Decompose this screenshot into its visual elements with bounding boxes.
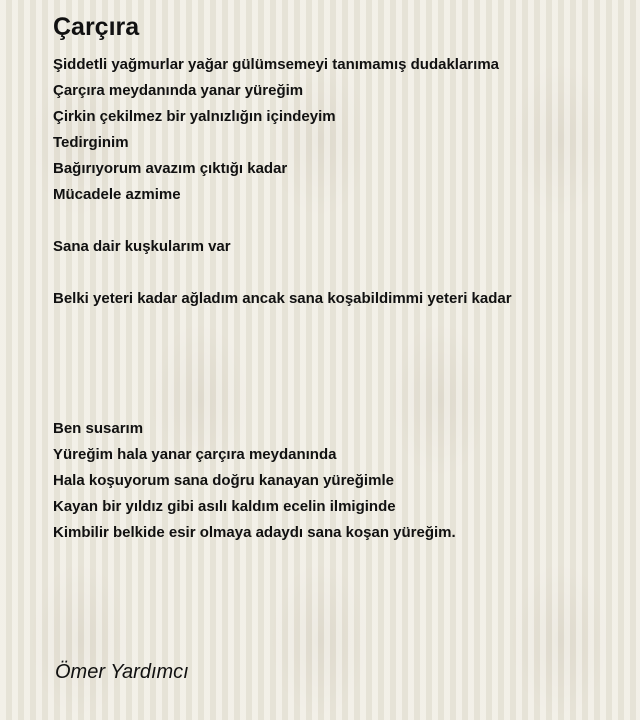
poem-body — [53, 52, 623, 546]
poem-line: Ben susarım — [53, 420, 144, 437]
poem-line: Yüreğim hala yanar çarçıra meydanında — [53, 446, 337, 463]
poem-line: Bağırıyorum avazım çıktığı kadar — [53, 160, 288, 177]
poem-line: Çirkin çekilmez bir yalnızlığın içindeyim — [53, 108, 336, 125]
poem-line: Mücadele azmime — [53, 186, 181, 203]
poem-line: Kimbilir belkide esir olmaya adaydı sana koşan yüreğim. — [53, 524, 456, 541]
poem-line: Hala koşuyorum sana doğru kanayan yüreğimle — [53, 472, 394, 489]
stanza — [53, 52, 623, 208]
poem-line: Sana dair kuşkularım var — [53, 238, 231, 255]
stanza-gap — [53, 312, 623, 416]
poem-author: Ömer Yardımcı — [55, 661, 189, 683]
stanza-gap — [53, 208, 623, 234]
stanza — [53, 416, 623, 546]
stanza — [53, 286, 623, 312]
stanza — [53, 234, 623, 260]
poem-line: Şiddetli yağmurlar yağar gülümsemeyi tanımamış dudaklarıma — [53, 56, 499, 73]
poem-line: Çarçıra meydanında yanar yüreğim — [53, 82, 304, 99]
poem-line: Tedirginim — [53, 134, 129, 151]
stanza-gap — [53, 260, 623, 286]
poem-title: Çarçıra — [53, 13, 140, 41]
poem-line: Belki yeteri kadar ağladım ancak sana koşabildimmi yeteri kadar — [53, 290, 512, 307]
poem-line: Kayan bir yıldız gibi asılı kaldım ecelin ilmiginde — [53, 498, 396, 515]
